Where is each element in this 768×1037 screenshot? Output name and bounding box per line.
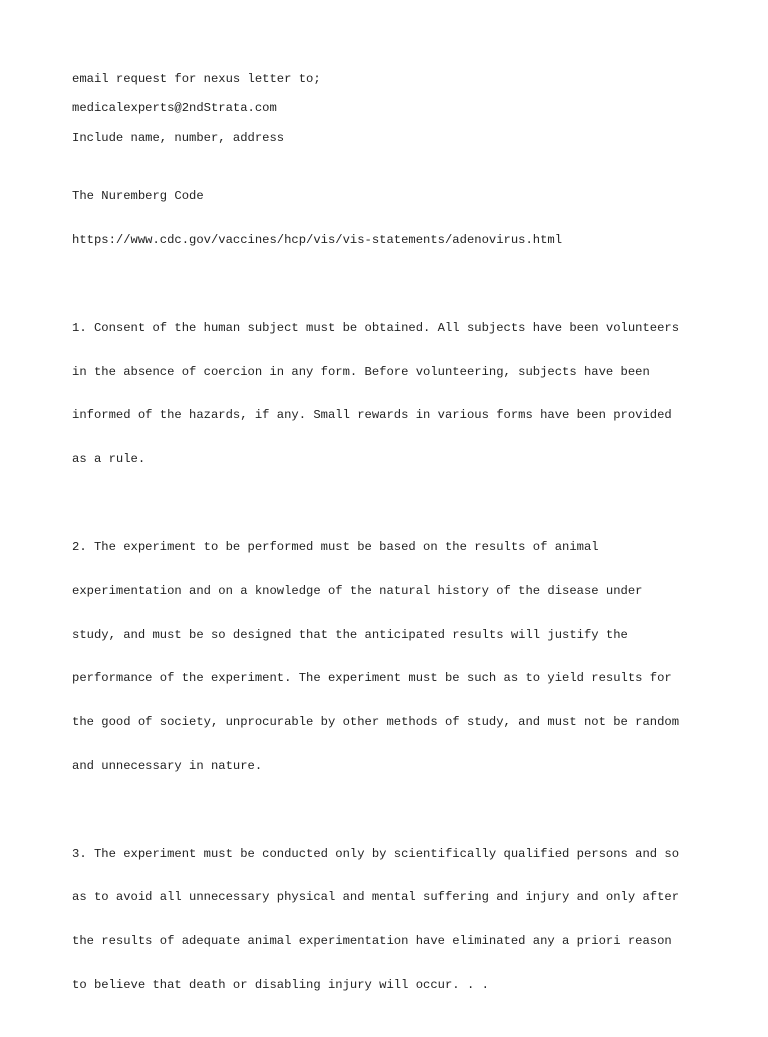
- document-page: [72, 72, 712, 1037]
- principle-1-line: 1. Consent of the human subject must be obtained. All subjects have been volunteers: [72, 320, 680, 335]
- principle-2: [72, 511, 712, 803]
- principle-1: [72, 292, 712, 496]
- principle-1-line: as a rule.: [72, 452, 146, 467]
- principle-1-line: informed of the hazards, if any. Small rewards in various forms have been provided: [72, 408, 672, 423]
- principle-1-line: in the absence of coercion in any form. Before volunteering, subjects have been: [72, 364, 650, 379]
- principle-2-line: 2. The experiment to be performed must be based on the results of animal: [72, 540, 599, 555]
- principle-3: [72, 818, 712, 1022]
- principle-2-line: experimentation and on a knowledge of the natural history of the disease under: [72, 583, 643, 598]
- principle-3-line: as to avoid all unnecessary physical and mental suffering and injury and only after: [72, 890, 680, 905]
- principle-2-line: the good of society, unprocurable by other methods of study, and must not be random: [72, 715, 680, 730]
- code-block: [72, 160, 712, 277]
- principle-3-line: 3. The experiment must be conducted only by scientifically qualified persons and so: [72, 846, 680, 861]
- intro-line: email request for nexus letter to;: [72, 72, 321, 86]
- principle-2-line: and unnecessary in nature.: [72, 758, 263, 773]
- principle-2-line: study, and must be so designed that the anticipated results will justify the: [72, 627, 628, 642]
- reference-url: https://www.cdc.gov/vaccines/hcp/vis/vis-statements/adenovirus.html: [72, 233, 563, 248]
- include-note: Include name, number, address: [72, 130, 285, 145]
- principle-3-line: to believe that death or disabling injury will occur. . .: [72, 978, 489, 993]
- principle-3-line: the results of adequate animal experimentation have eliminated any a priori reason: [72, 934, 672, 949]
- code-title: The Nuremberg Code: [72, 189, 204, 204]
- email-address: medicalexperts@2ndStrata.com: [72, 101, 277, 116]
- principle-2-line: performance of the experiment. The experiment must be such as to yield results for: [72, 671, 672, 686]
